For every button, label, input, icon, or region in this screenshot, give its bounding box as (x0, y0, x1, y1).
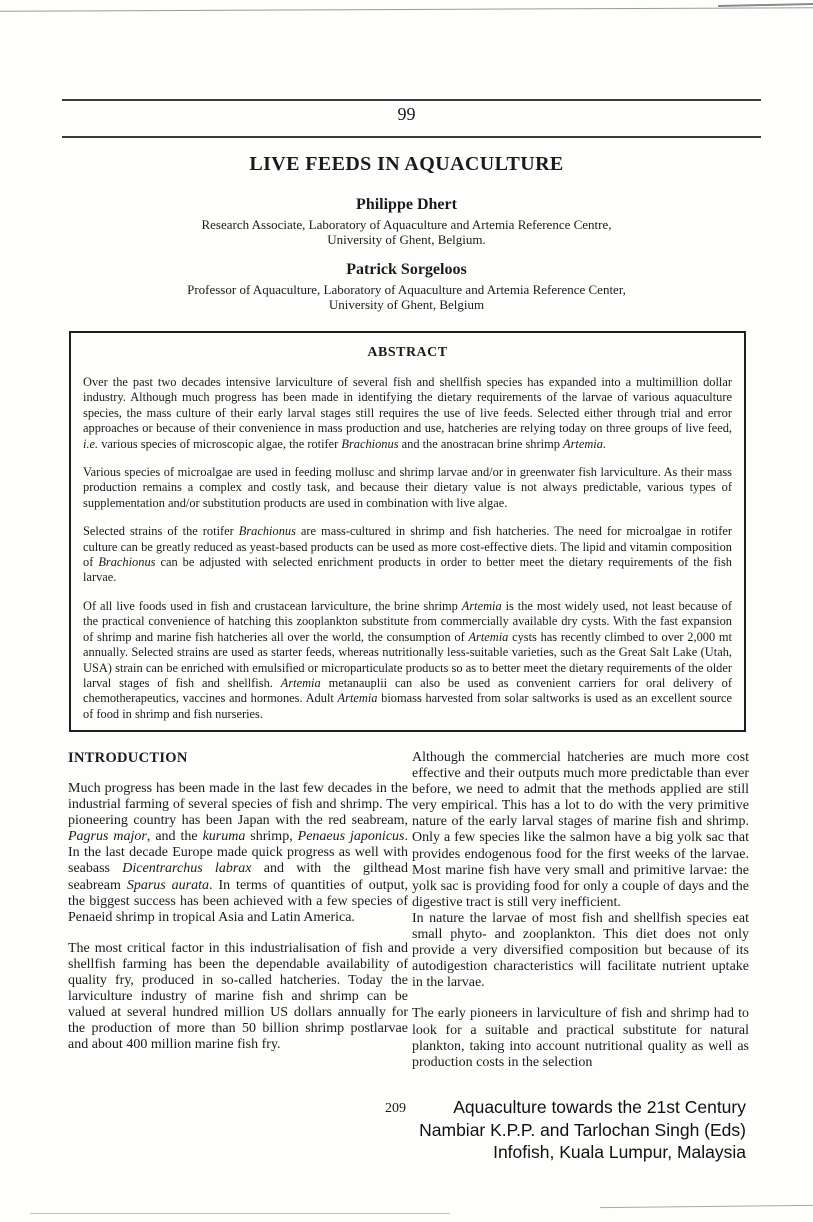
paper-title: LIVE FEEDS IN AQUACULTURE (249, 153, 564, 175)
abstract-paragraph: Various species of microalgae are used in feeding mollusc and shrimp larvae and/or in greenwater fish larviculture. As their mass production remains a complex and costly task, and because their dietary value is not always predictable, various types of supplementation and/or substitution products are used in combination with live algae. (83, 465, 732, 510)
author-affiliation-2-line2: University of Ghent, Belgium (328, 297, 485, 312)
author-name-2: Patrick Sorgeloos (346, 261, 467, 278)
page-number: 99 (397, 104, 416, 124)
body-paragraph: Although the commercial hatcheries are much more cost effective and their outputs much more predictable than ever before, we need to admit that the methods applied are still very empirical. This has a lot to do with the very primitive nature of the early larval stages of marine fish and shrimp. Only a few species like the salmon have a big yolk sac that provides endogenous food for the first weeks of the larvae. Most marine fish have very small and primitive larvae: the yolk sac is providing food for only a couple of days and the digestive tract is still very inefficient. (412, 750, 749, 910)
header-rule-top (62, 99, 761, 101)
author-affiliation-1-line1: Research Associate, Laboratory of Aquaculture and Artemia Reference Centre, (201, 217, 612, 232)
body-paragraph: In nature the larvae of most fish and shellfish species eat small phyto- and zooplankton. This diet does not only provide a very diversified composition but because of its autodigestion characteristics will facilitate nutrient uptake in the larvae. (412, 910, 749, 991)
header-rule-bottom (62, 136, 761, 138)
abstract-paragraph: Selected strains of the rotifer Brachionus are mass-cultured in shrimp and fish hatcheries. The need for microalgae in rotifer culture can be greatly reduced as yeast-based products can be used as more cost-effective diets. The lipid and vitamin composition of Brachionus can be adjusted with selected enrichment products in order to better meet the dietary requirements of the fish larvae. (83, 524, 732, 585)
footer-page-number: 209 (385, 1101, 406, 1116)
abstract-box (69, 331, 746, 732)
scan-artifact-bottom-right-line (600, 1205, 813, 1208)
footer-stamp-line: Infofish, Kuala Lumpur, Malaysia (493, 1142, 746, 1162)
scan-artifact-bottom-left-line (30, 1213, 450, 1214)
abstract-paragraph: Over the past two decades intensive larviculture of several fish and shellfish species has expanded into a multimillion dollar industry. Although much progress has been made in identifying the dietary requirements of the larvae of various aquaculture species, the mass culture of their early larval stages still requires the use of live feeds. Selected either through trial and error approaches or because of their convenience in mass production and use, hatcheries are relying today on three groups of live feed, i.e. various species of microscopic algae, the rotifer Brachionus and the anostracan brine shrimp Artemia. (83, 375, 732, 451)
introduction-heading: INTRODUCTION (68, 750, 188, 766)
body-paragraph: The most critical factor in this industrialisation of fish and shellfish farming has been the dependable availability of quality fry, produced in so-called hatcheries. Today the larviculture industry of marine fish and shrimp can be valued at several hundred million US dollars annually for the production of more than 50 billion shrimp postlarvae and about 400 million marine fish fry. (68, 940, 408, 1053)
abstract-paragraph: Of all live foods used in fish and crustacean larviculture, the brine shrimp Artemia is the most widely used, not least because of the practical convenience of hatching this zooplankton substitute from commercially available dry cysts. With the fast expansion of shrimp and marine fish hatcheries all over the world, the consumption of Artemia cysts has recently climbed to over 2,000 mt annually. Selected strains are used as starter feeds, whereas nutritionally less-suitable varieties, such as the Great Salt Lake (Utah, USA) strain can be enriched with emulsified or microparticulate products so as to better meet the dietary requirements of the older larval stages of fish and shellfish. Artemia metanauplii can also be used as convenient carriers for oral delivery of chemotherapeutics, vaccines and hormones. Adult Artemia biomass harvested from solar saltworks is used as an excellent source of food in shrimp and fish nurseries. (83, 598, 733, 721)
scan-artifact-top-line (0, 7, 813, 12)
body-paragraph: Much progress has been made in the last few decades in the industrial farming of several species of fish and shrimp. The pioneering country has been Japan with the red seabream, Pagrus major, and the kuruma shrimp, Penaeus japonicus. In the last decade Europe made quick progress as well with seabass Dicentrarchus labrax and with the gilthead seabream Sparus aurata. In terms of quantities of output, the biggest success has been achieved with a few species of Penaeid shrimp in tropical Asia and Latin America. (68, 781, 408, 925)
author-name-1: Philippe Dhert (356, 196, 457, 213)
author-affiliation-2-line1: Professor of Aquaculture, Laboratory of Aquaculture and Artemia Reference Center, (187, 282, 626, 297)
footer-stamp-line: Aquaculture towards the 21st Century (453, 1097, 746, 1117)
footer-stamp-line: Nambiar K.P.P. and Tarlochan Singh (Eds) (419, 1119, 746, 1140)
footer-citation-stamp (306, 1096, 746, 1164)
author-affiliation-1-line2: University of Ghent, Belgium. (327, 232, 486, 247)
body-paragraph: The early pioneers in larviculture of fish and shrimp had to look for a suitable and practical substitute for natural plankton, taking into account nutritional quality as well as production costs in the selection (412, 1006, 749, 1070)
abstract-heading: ABSTRACT (367, 345, 448, 360)
body-column-left (68, 750, 408, 1054)
body-column-right (412, 750, 749, 1071)
